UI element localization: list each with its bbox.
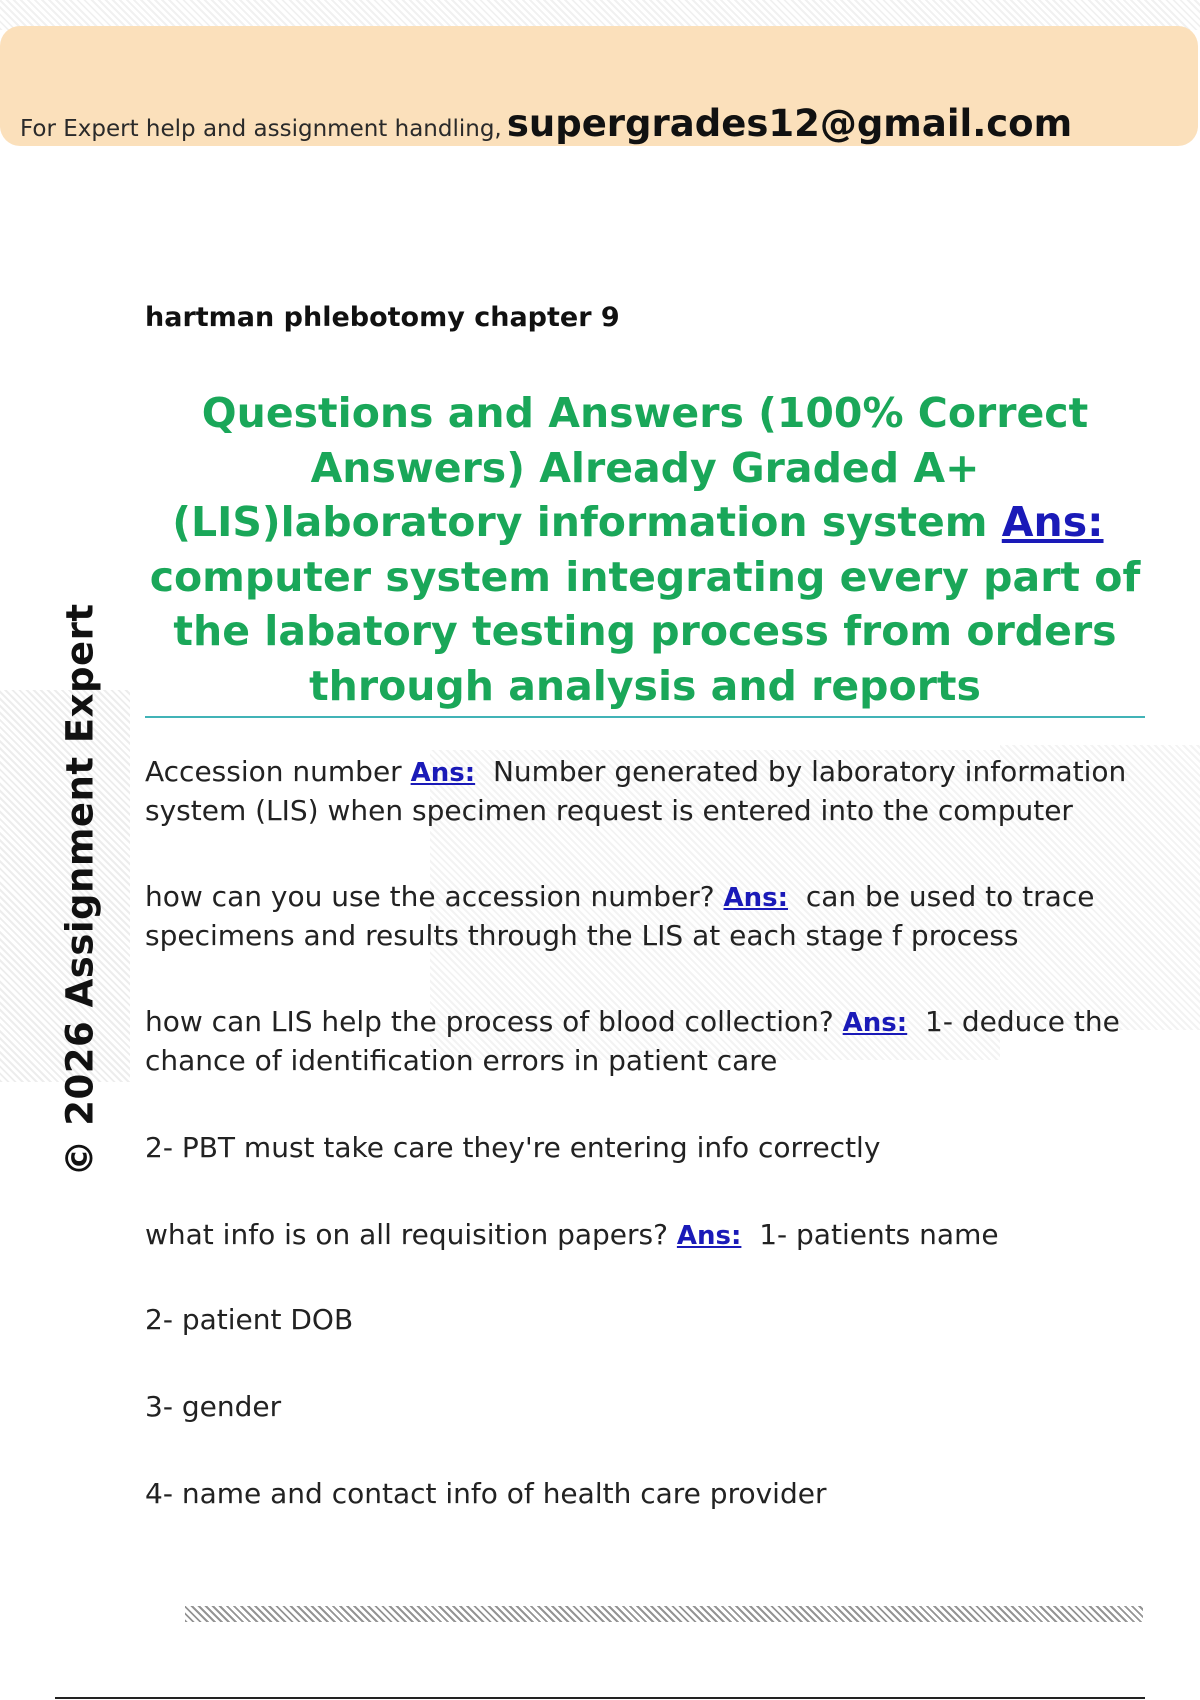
document-subject: hartman phlebotomy chapter 9 (145, 302, 620, 333)
document-heading (145, 386, 1145, 713)
answer-line: 2- patient DOB (145, 1303, 354, 1336)
answer-line: 2- PBT must take care they're entering info correctly (145, 1131, 881, 1164)
footer-rule (55, 1697, 1145, 1699)
answer-line: 4- name and contact info of health care provider (145, 1477, 827, 1510)
qa-entry (145, 1003, 1135, 1080)
question-text: Accession number (145, 755, 402, 788)
banner-email: supergrades12@gmail.com (506, 102, 1073, 145)
answer-text: Number generated by laboratory information system (LIS) when specimen request is entered into the computer (145, 755, 1127, 827)
ans-link[interactable]: Ans: (1001, 498, 1104, 546)
heading-answer: computer system integrating every part of the labatory testing process from orders through analysis and reports (149, 552, 1141, 710)
heading-text: Questions and Answers (100% Correct Answers) Already Graded A+ (LIS)laboratory information system (172, 389, 1089, 546)
ans-link[interactable]: Ans: (410, 758, 476, 788)
question-text: how can you use the accession number? (145, 880, 715, 913)
heading-divider (145, 716, 1145, 718)
ans-link[interactable]: Ans: (723, 883, 789, 913)
question-text: how can LIS help the process of blood collection? (145, 1005, 834, 1038)
footer-pattern (185, 1606, 1143, 1622)
ans-link[interactable]: Ans: (842, 1008, 908, 1038)
banner-text (20, 102, 1072, 145)
ans-link[interactable]: Ans: (676, 1221, 742, 1251)
copyright-watermark: © 2026 Assignment Expert (58, 603, 102, 1177)
answer-text: 1- deduce the chance of identification errors in patient care (145, 1005, 1120, 1077)
qa-entry (145, 753, 1135, 830)
answer-text: 1- patients name (759, 1218, 999, 1251)
banner-label: For Expert help and assignment handling, (20, 116, 502, 142)
answer-line: 3- gender (145, 1390, 282, 1423)
answer-text: can be used to trace specimens and results through the LIS at each stage f process (145, 880, 1095, 952)
contact-banner (0, 26, 1198, 146)
qa-entry (145, 878, 1135, 955)
question-text: what info is on all requisition papers? (145, 1218, 668, 1251)
qa-entry (145, 1216, 1135, 1255)
